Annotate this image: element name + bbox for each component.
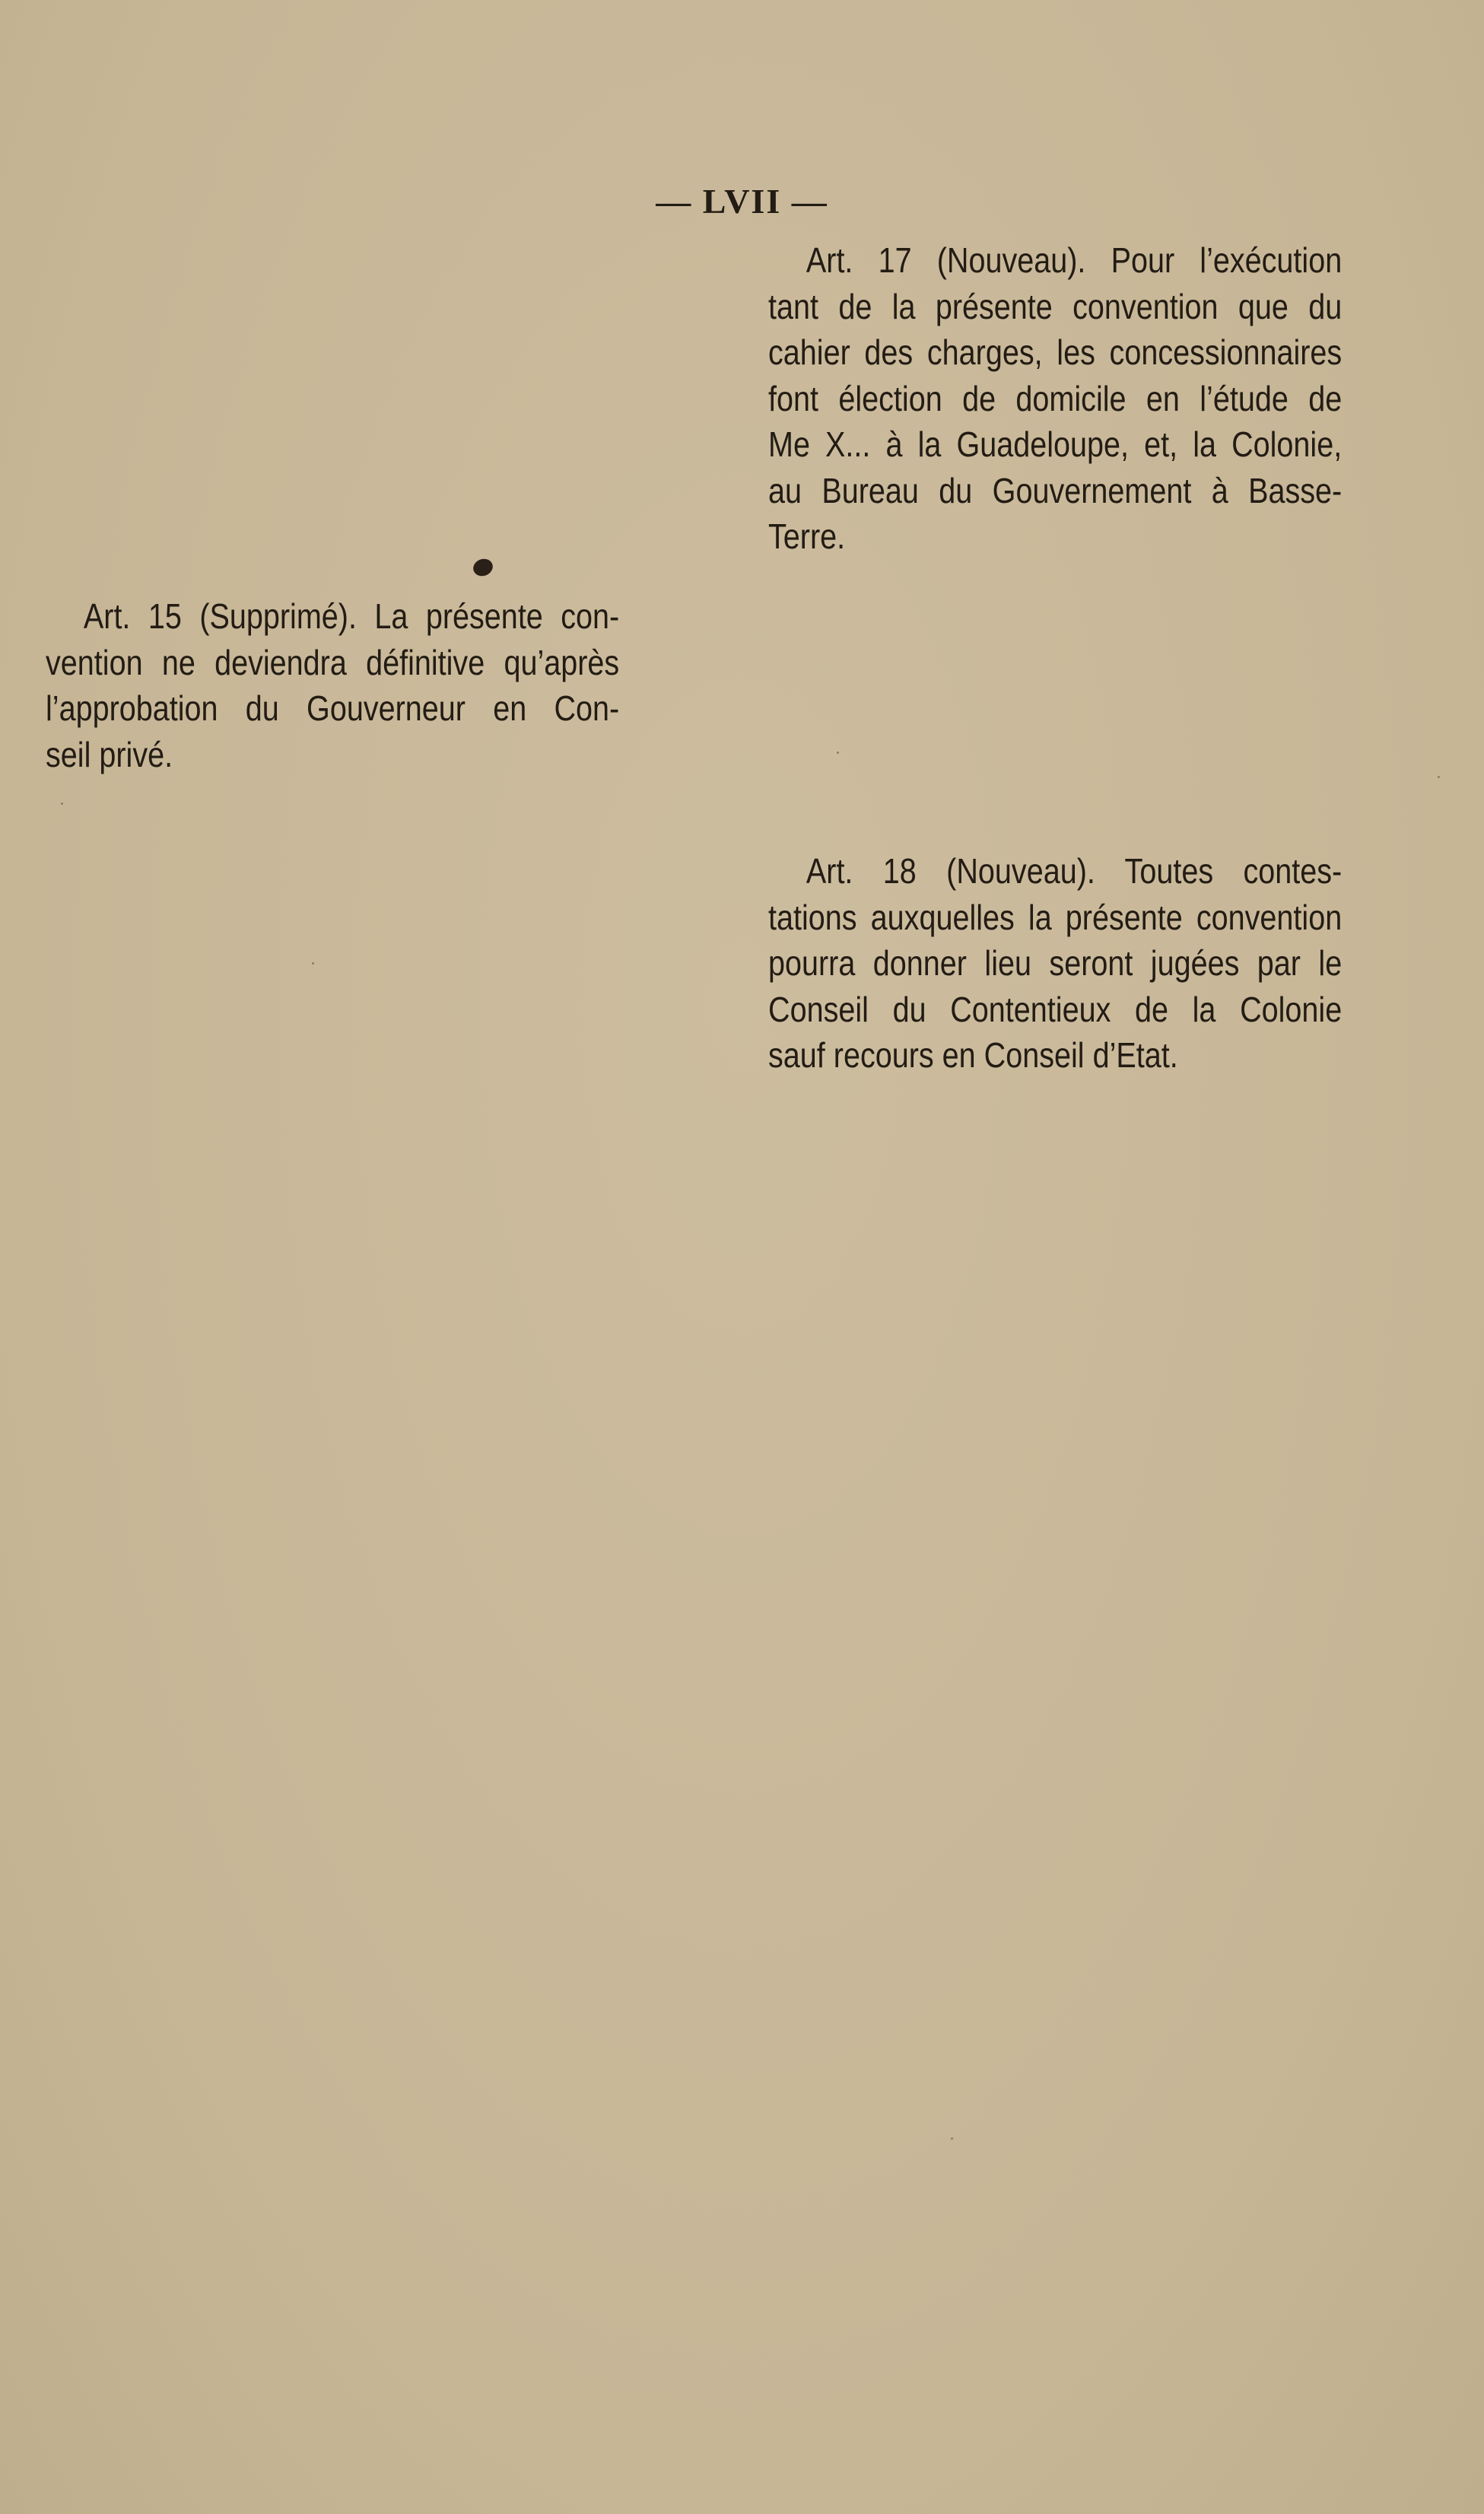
article-17-line: au Bureau du Gouvernement à Basse-	[768, 470, 1343, 510]
paper-speck	[1438, 776, 1440, 778]
article-17-line: cahier des charges, les concessionnaires	[768, 332, 1343, 372]
article-18-line: Conseil du Contentieux de la Colonie	[768, 989, 1343, 1029]
article-18-line: pourra donner lieu seront jugées par le	[768, 943, 1343, 983]
article-18-line: Art. 18 (Nouveau). Toutes contes-	[806, 851, 1343, 891]
article-17-line: Terre.	[768, 516, 846, 556]
article-18-line: tations auxquelles la présente convention	[768, 897, 1343, 937]
paper-speck	[837, 752, 839, 754]
article-15-line: Art. 15 (Supprimé). La présente con-	[83, 596, 620, 636]
ink-blot-mark	[471, 556, 495, 579]
article-17-line: Me X... à la Guadeloupe, et, la Colonie,	[768, 424, 1343, 464]
article-15	[46, 593, 619, 777]
article-15-line: vention ne deviendra définitive qu’après	[46, 642, 620, 682]
article-17-line: font élection de domicile en l’étude de	[768, 378, 1343, 418]
article-17-line: Art. 17 (Nouveau). Pour l’exécution	[806, 240, 1343, 280]
article-15-line: seil privé.	[46, 734, 173, 774]
article-17	[768, 237, 1342, 560]
paper-speck	[312, 962, 314, 965]
article-17-line: tant de la présente convention que du	[768, 286, 1343, 326]
article-15-line: l’approbation du Gouverneur en Con-	[46, 688, 620, 728]
article-18	[768, 848, 1342, 1079]
article-18-line: sauf recours en Conseil d’Etat.	[768, 1035, 1178, 1075]
page-number: — LVII —	[656, 182, 828, 221]
paper-speck	[61, 803, 63, 805]
paper-speck	[951, 2137, 953, 2140]
